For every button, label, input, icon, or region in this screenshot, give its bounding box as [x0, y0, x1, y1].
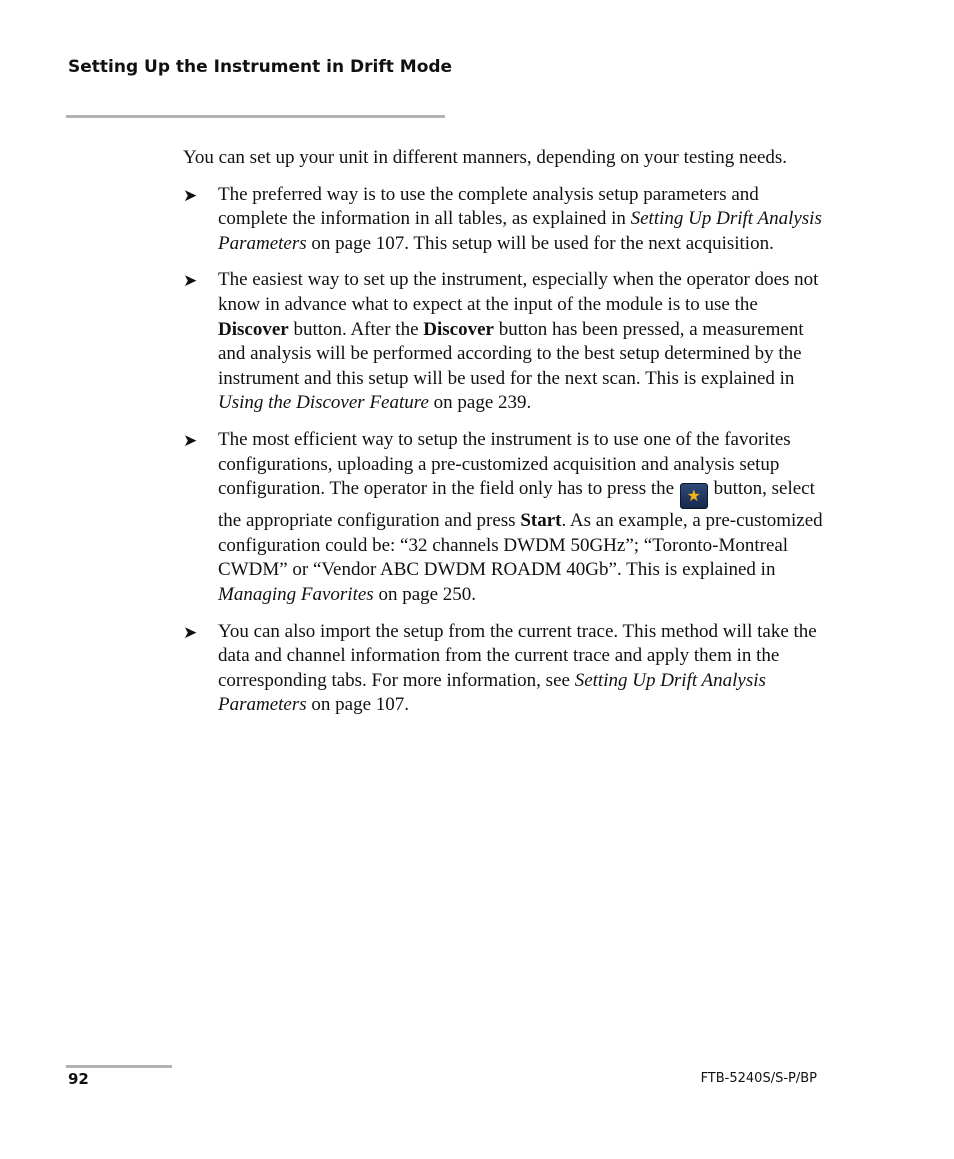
- ui-term: Discover: [423, 318, 494, 340]
- list-item: ➤ The easiest way to set up the instrument, especially when the operator does not know in advance what to expect at the input of the module is to use the Discover button. After the Discover button has been pressed, a measurement and analysis will be performed according to the best setup determined by the instrument and this setup will be used for the next scan. This is explained in Using the Discover Feature on page 239.: [183, 269, 819, 414]
- page-header-title: Setting Up the Instrument in Drift Mode: [68, 57, 453, 77]
- cross-reference: Setting Up Drift Analysis Parameters: [218, 669, 766, 716]
- arrow-bullet-icon: ➤: [183, 271, 198, 292]
- list-item: ➤ The most efficient way to setup the instrument is to use one of the favorites configurations, uploading a pre-customized acquisition and analysis setup configuration. The operator in the field only has to press the ★ button, select the appropriate configuration and press Start. As an example, a pre-customized configuration could be: “32 channels DWDM 50GHz”; “Toronto-Montreal CWDM” or “Vendor ABC DWDM ROADM 40Gb”. This is explained in Managing Favorites on page 250.: [183, 428, 823, 605]
- intro-paragraph: You can set up your unit in different manners, depending on your testing needs.: [183, 147, 788, 168]
- page-number: 92: [68, 1070, 89, 1088]
- cross-reference: Using the Discover Feature: [218, 392, 429, 414]
- body-content: [183, 146, 823, 730]
- header-divider: [66, 115, 445, 118]
- document-code: FTB-5240S/S-P/BP: [700, 1071, 817, 1086]
- arrow-bullet-icon: ➤: [183, 430, 198, 451]
- list-item: ➤ You can also import the setup from the current trace. This method will take the data and channel information from the current trace and apply them in the corresponding tabs. For more information, see Setting Up Drift Analysis Parameters on page 107.: [183, 620, 817, 716]
- ui-term: Discover: [218, 318, 289, 340]
- cross-reference: Setting Up Drift Analysis Parameters: [218, 208, 822, 254]
- ui-term: Start: [520, 510, 562, 532]
- list-item: ➤ The preferred way is to use the complete analysis setup parameters and complete the information in all tables, as explained in Setting Up Drift Analysis Parameters on page 107. This setup will be used for the next acquisition.: [183, 183, 822, 254]
- arrow-bullet-icon: ➤: [183, 185, 198, 206]
- footer-divider: [66, 1065, 172, 1068]
- arrow-bullet-icon: ➤: [183, 622, 198, 643]
- favorites-star-icon: ★: [680, 483, 708, 509]
- cross-reference: Managing Favorites: [218, 583, 374, 605]
